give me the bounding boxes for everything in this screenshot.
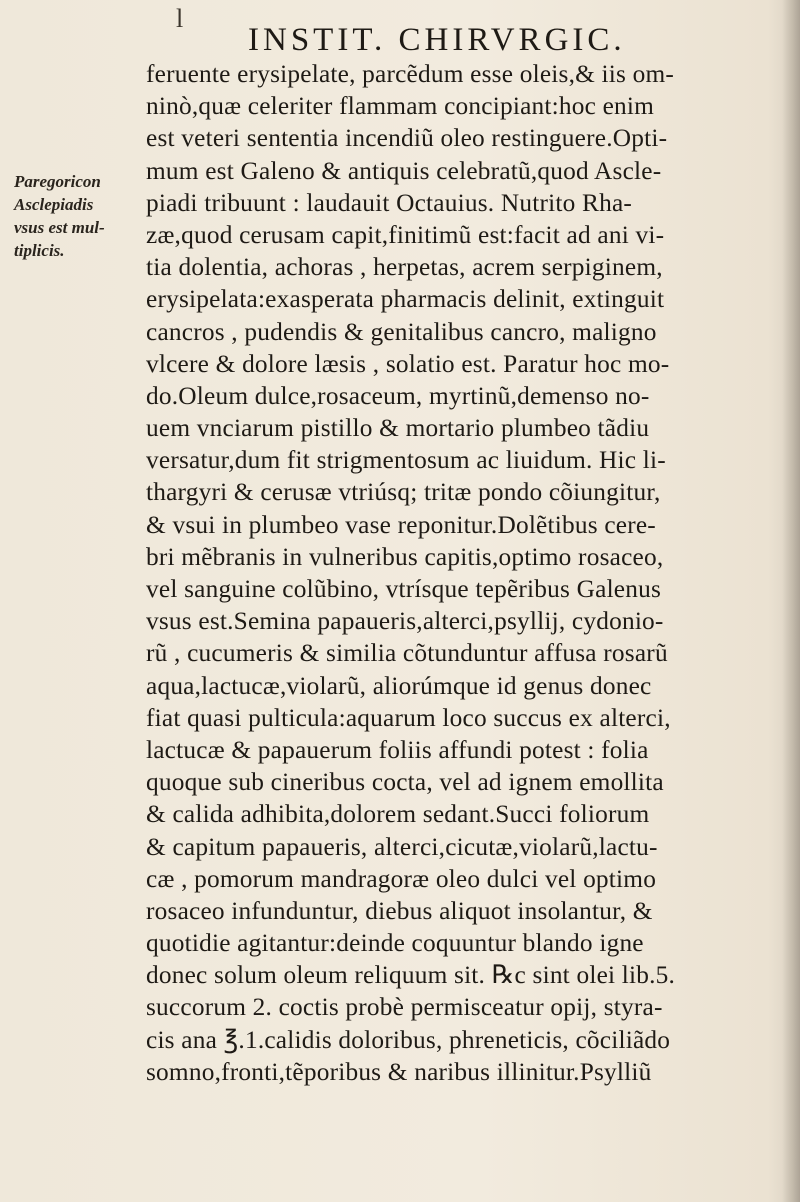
text-line: piadi tribuunt : laudauit Octauius. Nutrito Rha-	[146, 187, 633, 217]
text-line: vlcere & dolore læsis , solatio est. Paratur hoc mo-	[146, 348, 670, 378]
text-line: fiat quasi pulticula:aquarum loco succus ex alterci,	[146, 702, 671, 732]
text-line: est veteri sententia incendiũ oleo restinguere.Opti-	[146, 123, 668, 153]
text-line: quoque sub cineribus cocta, vel ad ignem emollita	[146, 767, 664, 797]
text-line: cancros , pudendis & genitalibus cancro, maligno	[146, 316, 657, 346]
main-text-block	[146, 58, 786, 1088]
text-line: mum est Galeno & antiquis celebratũ,quod Ascle-	[146, 155, 662, 185]
text-line: rũ , cucumeris & similia cõtunduntur affusa rosarũ	[146, 638, 668, 668]
text-line: cæ , pomorum mandragoræ oleo dulci vel optimo	[146, 863, 657, 893]
marginal-note-line: Asclepiadis	[14, 195, 94, 214]
text-line: & calida adhibita,dolorem sedant.Succi foliorum	[146, 799, 650, 829]
text-line: quotidie agitantur:deinde coquuntur blando igne	[146, 928, 644, 958]
text-line: vsus est.Semina papaueris,alterci,psyllij, cydonio-	[146, 606, 664, 636]
text-line: rosaceo infunduntur, diebus aliquot insolantur, &	[146, 895, 653, 925]
text-line: tia dolentia, achoras , herpetas, acrem serpiginem,	[146, 252, 663, 282]
text-line: do.Oleum dulce,rosaceum, myrtinũ,demenso no-	[146, 380, 650, 410]
text-line: succorum 2. coctis probè permisceatur opij, styra-	[146, 992, 663, 1022]
text-line: zæ,quod cerusam capit,finitimũ est:facit ad ani vi-	[146, 219, 665, 249]
text-line: somno,fronti,tẽporibus & naribus illinitur.Psylliũ	[146, 1056, 652, 1086]
text-line: ninò,quæ celeriter flammam concipiant:hoc enim	[146, 91, 655, 121]
running-head: INSTIT. CHIRVRGIC.	[248, 22, 626, 58]
text-line: vel sanguine colũbino, vtrísque tepẽribus Galenus	[146, 574, 662, 603]
text-line: bri mẽbranis in vulneribus capitis,optimo rosaceo,	[146, 541, 664, 571]
marginal-note-line: Paregoricon	[14, 172, 101, 191]
text-line: aqua,lactucæ,violarũ, aliorúmque id genus donec	[146, 670, 652, 700]
text-line: feruente erysipelate, parcẽdum esse oleis,& iis om-	[146, 59, 675, 88]
text-line: donec solum oleum reliquum sit. ℞c sint olei lib.5.	[146, 960, 676, 990]
marginal-note-line: vsus est mul-	[14, 218, 105, 237]
text-line: & capitum papaueris, alterci,cicutæ,violarũ,lactu-	[146, 831, 658, 861]
text-line: & vsui in plumbeo vase reponitur.Dolẽtibus cere-	[146, 509, 656, 539]
text-line: uem vnciarum pistillo & mortario plumbeo tãdiu	[146, 413, 650, 443]
marginal-notes	[14, 170, 144, 262]
text-line: thargyri & cerusæ vtriúsq; tritæ pondo cõiungitur,	[146, 477, 661, 507]
text-line: lactucæ & papauerum foliis affundi potest : folia	[146, 734, 649, 764]
text-line: erysipelata:exasperata pharmacis delinit, extinguit	[146, 284, 665, 314]
marginal-note-line: tiplicis.	[14, 241, 65, 260]
corner-mark: l	[176, 4, 184, 33]
text-line: versatur,dum fit strigmentosum ac liuidum. Hic li-	[146, 445, 666, 475]
text-line: cis ana ℥.1.calidis doloribus, phreneticis, cõciliãdo	[146, 1024, 671, 1054]
